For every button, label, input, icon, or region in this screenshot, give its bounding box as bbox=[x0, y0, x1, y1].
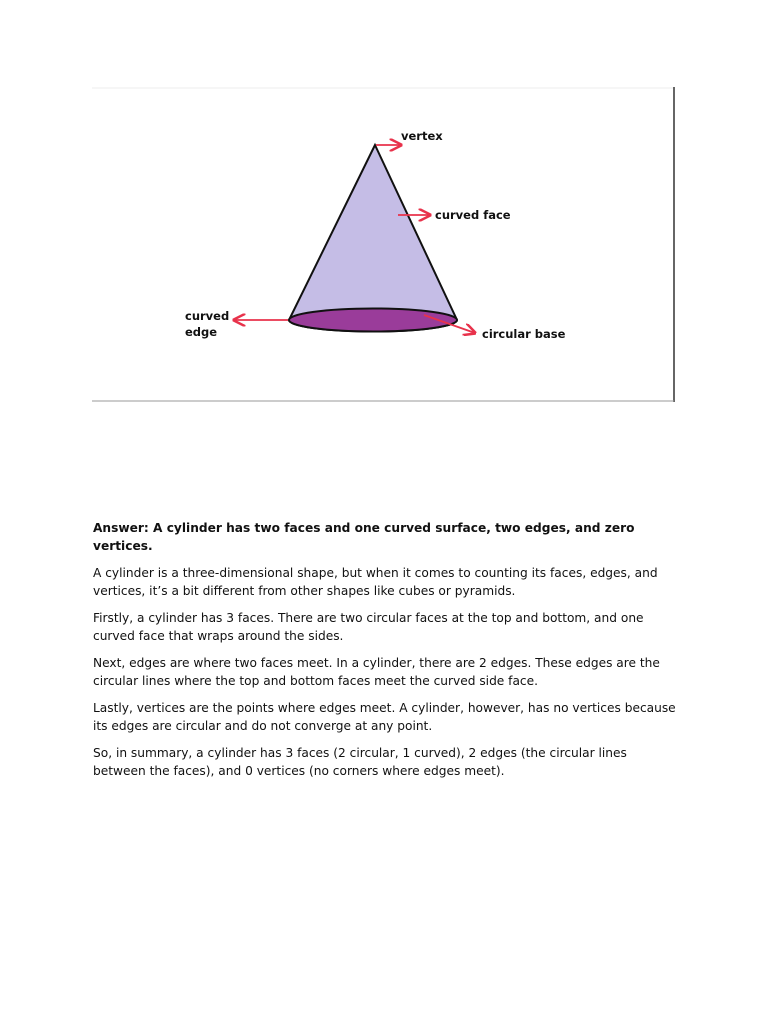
paragraph-summary: So, in summary, a cylinder has 3 faces (2 circular, 1 curved), 2 edges (the circular lines between the faces), and 0 vertices (no corners where edges meet). bbox=[93, 746, 627, 778]
paragraph-vertices: Lastly, vertices are the points where edges meet. A cylinder, however, has no vertices because its edges are circular and do not converge at any point. bbox=[93, 701, 676, 733]
cone-svg bbox=[92, 87, 676, 402]
cone-diagram bbox=[92, 87, 676, 402]
paragraph-intro: A cylinder is a three-dimensional shape, but when it comes to counting its faces, edges, and vertices, it’s a bit different from other shapes like cubes or pyramids. bbox=[93, 566, 658, 598]
label-circular-base: circular base bbox=[482, 327, 566, 341]
cone-curved-face bbox=[289, 145, 457, 332]
paragraph-edges: Next, edges are where two faces meet. In a cylinder, there are 2 edges. These edges are the circular lines where the top and bottom faces meet the curved side face. bbox=[93, 656, 660, 688]
cone-circular-base bbox=[289, 309, 457, 332]
paragraph-faces: Firstly, a cylinder has 3 faces. There are two circular faces at the top and bottom, and one curved face that wraps around the sides. bbox=[93, 611, 644, 643]
label-curved-edge-line1: curved bbox=[185, 309, 230, 323]
label-curved-face: curved face bbox=[435, 208, 511, 222]
label-vertex: vertex bbox=[401, 129, 443, 143]
answer-heading: Answer: A cylinder has two faces and one curved surface, two edges, and zero vertices. bbox=[93, 521, 635, 553]
answer-text bbox=[93, 520, 683, 790]
label-curved-edge-line2: edge bbox=[185, 325, 218, 339]
